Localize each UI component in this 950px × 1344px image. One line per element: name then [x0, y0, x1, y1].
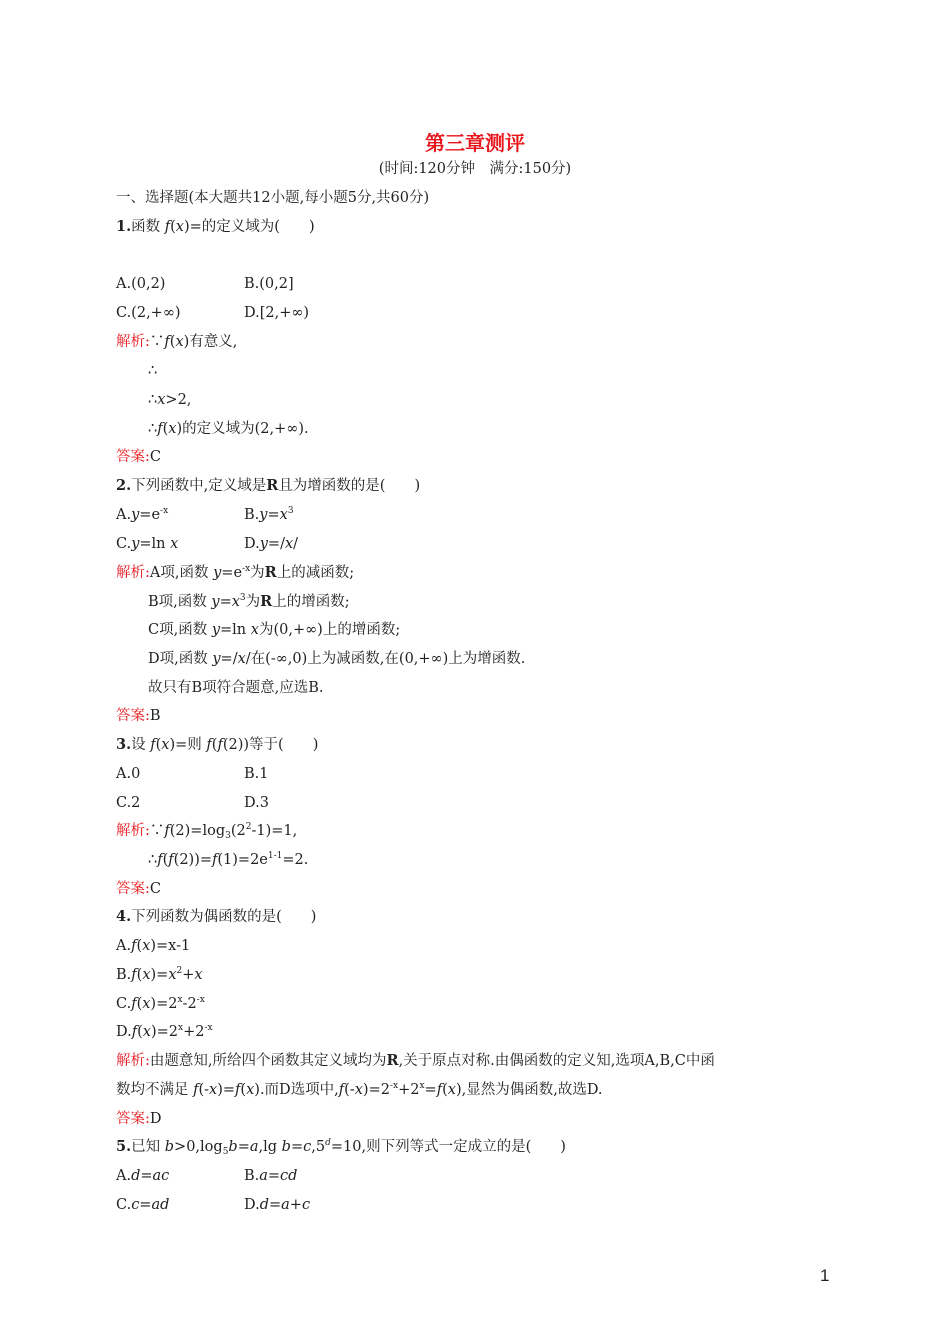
q1-option-d: D.[2,+∞) [244, 305, 310, 321]
q1-answer: 答案:C [116, 449, 161, 465]
q3-answer: 答案:C [116, 881, 161, 897]
q3-option-d: D.3 [244, 795, 269, 811]
q5-option-d: D.d=a+c [244, 1197, 311, 1213]
q1-analysis-line-4: ∴f(x)的定义域为(2,+∞). [148, 421, 309, 437]
q2-option-d: D.y=/x/ [244, 536, 299, 552]
q4-option-a: A.f(x)=x-1 [116, 938, 191, 954]
section-heading: 一、选择题(本大题共12小题,每小题5分,共60分) [116, 190, 430, 206]
q5-option-a: A.d=ac [116, 1168, 170, 1184]
q4-option-b: $B.f(x)=x^2+x$ [116, 966, 203, 983]
q1-option-b: B.(0,2] [244, 276, 294, 292]
q5-option-c: C.c=ad [116, 1197, 170, 1213]
exam-time-score: (时间:120分钟 满分:150分) [378, 161, 572, 177]
q2-analysis-line-1: 解析:A项,函数 $y=e^{-x}$为R上的减函数; [116, 564, 355, 581]
q2-analysis-line-2: B项,函数 $y=x^3$为R上的增函数; [148, 593, 350, 610]
question-2-stem: 2.下列函数中,定义域是R且为增函数的是( ) [116, 477, 421, 494]
q4-option-c: $C.f(x)=2^x-2^{-x}$ [116, 995, 205, 1012]
q1-analysis-line-2: ∴ [148, 363, 158, 379]
q1-option-a: A.(0,2) [116, 276, 166, 292]
q3-option-c: C.2 [116, 795, 141, 811]
q2-option-c: C.y=ln x [116, 536, 179, 552]
q3-option-b: B.1 [244, 766, 269, 782]
q4-option-d: $D.f(x)=2^x+2^{-x}$ [116, 1023, 213, 1040]
q4-answer: 答案:D [116, 1111, 162, 1127]
q3-analysis-line-2: $\therefore f(f(2))=f(1)=2e^{1-1}=2$. [148, 851, 309, 868]
q4-analysis-line-2: 数均不满足 f(-x)=f(x).而D选项中$,f(-x)=2^{-x}+2^x=f(x)$,显然为偶函数,故选D. [116, 1081, 603, 1098]
q2-option-a: $A.y=e^{-x}$ [116, 506, 169, 523]
q1-analysis-line-3: ∴x>2, [148, 392, 192, 408]
page-number: 1 [820, 1266, 830, 1285]
question-4-stem: 4.下列函数为偶函数的是( ) [116, 908, 317, 925]
q3-option-a: A.0 [116, 766, 141, 782]
q4-analysis-line-1: 解析:由题意知,所给四个函数其定义域均为R,关于原点对称.由偶函数的定义知,选项A,B,C中函 [116, 1052, 715, 1069]
q2-analysis-line-3: C项,函数 y=ln x为(0,+∞)上的增函数; [148, 622, 401, 638]
question-5-stem: 5.已知 $b>0,\log_5b=a,\lg$ b=c,5$^d$=10,则下列等式一定成立的是( ) [116, 1138, 566, 1157]
q1-option-c: C.(2,+∞) [116, 305, 181, 321]
q2-option-b: $B.y=x^3$ [244, 506, 294, 523]
q2-answer: 答案:B [116, 708, 161, 724]
question-3-stem: 3.设 f(x)=则 f(f(2))等于( ) [116, 736, 319, 753]
q2-analysis-line-4: D项,函数 y=/x/在(-∞,0)上为减函数,在(0,+∞)上为增函数. [148, 651, 526, 667]
page-title: 第三章测评 [425, 131, 525, 155]
q1-analysis-line-1: 解析:∵f(x)有意义, [116, 334, 238, 350]
q2-analysis-line-5: 故只有B项符合题意,应选B. [148, 680, 324, 696]
question-1-stem: 1.函数 f(x)=的定义域为( ) [116, 218, 315, 235]
q3-analysis-line-1: 解析$:\because f(2)=\log_3(2^2-1)=1$, [116, 822, 298, 841]
q5-option-b: B.a=cd [244, 1168, 298, 1184]
